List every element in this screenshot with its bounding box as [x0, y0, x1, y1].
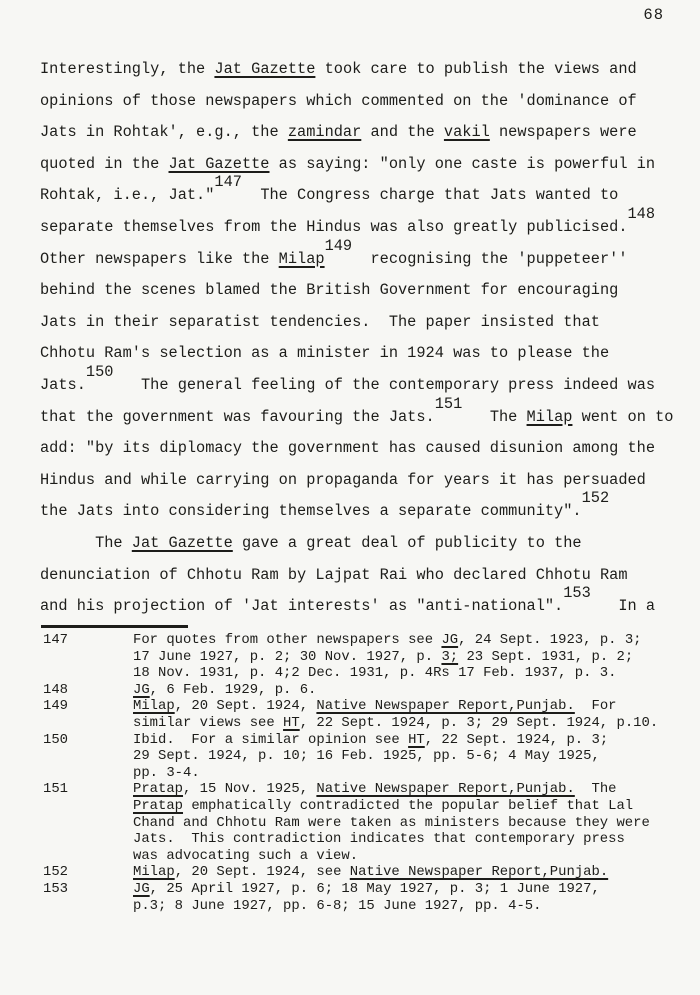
footnote-line	[133, 831, 678, 848]
footnote-line	[133, 682, 678, 699]
underlined-text: 3;	[441, 648, 459, 665]
body-line	[40, 117, 680, 149]
footnote-ref: 153	[563, 584, 591, 603]
footnote-text	[133, 864, 678, 881]
body-line	[40, 86, 680, 118]
footnote-ref: 151	[434, 394, 463, 413]
text-run: , 22 Sept. 1924, p. 3;	[424, 731, 609, 748]
page-number: 68	[643, 6, 664, 24]
text-run: took care to publish the views and	[315, 60, 637, 78]
footnote-line	[133, 765, 678, 782]
footnote	[43, 698, 678, 731]
text-run: and his projection of 'Jat interests' as "anti-national".	[40, 597, 564, 616]
text-run: , 20 Sept. 1924, see	[174, 864, 350, 881]
text-run: denunciation of Chhotu Ram by Lajpat Rai who declared Chhotu Ram	[40, 565, 628, 584]
body-line	[40, 307, 680, 339]
footnote	[43, 864, 678, 881]
body-line	[40, 584, 680, 623]
text-run: The general feeling of the contemporary press indeed was	[113, 375, 656, 394]
text-run: p.3; 8 June 1927, pp. 6-8; 15 June 1927, pp. 4-5.	[133, 897, 542, 914]
text-run: went on to	[572, 407, 674, 426]
text-run: The	[462, 407, 527, 426]
text-run: , 6 Feb. 1929, p. 6.	[149, 681, 317, 698]
underlined-text: vakil	[443, 123, 490, 142]
underlined-text: Jat Gazette	[131, 533, 233, 552]
text-run: and the	[361, 123, 444, 142]
footnote-line	[133, 748, 678, 765]
footnote-number: 152	[43, 864, 69, 881]
footnote-line	[133, 632, 678, 649]
underlined-text: Milap	[133, 698, 175, 715]
footnote	[43, 881, 678, 914]
text-run: 17 June 1927, p. 2; 30 Nov. 1927, p.	[133, 648, 442, 665]
text-run: recognising the 'puppeteer''	[352, 249, 628, 268]
footnote-line	[133, 732, 678, 749]
body-line	[40, 338, 680, 370]
footnote	[43, 732, 678, 782]
footnote-ref: 149	[324, 236, 353, 255]
footnote-text	[133, 698, 678, 731]
footnote-number: 148	[43, 681, 69, 698]
footnote-text	[133, 781, 678, 864]
footnote-text	[133, 682, 678, 699]
footnote-line	[133, 781, 678, 798]
text-run: 23 Sept. 1931, p. 2;	[458, 648, 634, 665]
text-run: was advocating such a view.	[133, 847, 359, 864]
text-run: Hindus and while carrying on propaganda for years it has persuaded	[40, 470, 646, 489]
underlined-text: HT	[283, 714, 300, 731]
text-run: Jats in their separatist tendencies. The paper insisted that	[40, 312, 600, 331]
footnote-number: 150	[43, 731, 69, 748]
text-run: , 20 Sept. 1924,	[174, 698, 317, 715]
text-run: separate themselves from the Hindus was also greatly publicised.	[40, 217, 628, 236]
footnotes	[43, 632, 678, 914]
text-run: In a	[590, 597, 656, 616]
underlined-text: JG	[441, 632, 459, 648]
underlined-text: Native Newspaper Report,Punjab.	[349, 864, 609, 881]
footnote-number: 149	[43, 698, 69, 715]
footnote-number: 151	[43, 781, 69, 798]
underlined-text: Milap	[278, 249, 325, 268]
footnote-line	[133, 848, 678, 865]
text-run: , 22 Sept. 1924, p. 3; 29 Sept. 1924, p.10.	[299, 714, 659, 731]
footnote-line	[133, 798, 678, 815]
footnote-line	[133, 698, 678, 715]
body-line	[40, 275, 680, 307]
underlined-text: JG	[133, 681, 150, 698]
text-run: Rohtak, i.e., Jat."	[40, 186, 215, 205]
text-run: the Jats into considering themselves a separate community".	[40, 502, 582, 521]
footnote-line	[133, 649, 678, 666]
text-run: Jats.	[40, 375, 86, 394]
underlined-text: Pratap	[133, 781, 184, 798]
text-run: quoted in the	[40, 154, 169, 173]
text-run: Jats. This contradiction indicates that contemporary press	[133, 831, 625, 848]
footnote-line	[133, 815, 678, 832]
footnote-text	[133, 632, 678, 682]
underlined-text: zamindar	[287, 123, 362, 142]
footnote-line	[133, 665, 678, 682]
text-run: Other newspapers like the	[40, 249, 279, 268]
body-line	[40, 362, 680, 402]
underlined-text: Milap	[133, 864, 175, 881]
footnote-number: 153	[43, 880, 69, 897]
body-line	[40, 173, 680, 212]
text-run: The	[40, 533, 132, 552]
text-run: add: "by its diplomacy the government has caused disunion among the	[40, 439, 656, 458]
text-run: , 24 Sept. 1923, p. 3;	[458, 632, 642, 648]
footnote-number: 147	[43, 632, 69, 648]
body-text	[40, 54, 680, 623]
underlined-text: HT	[408, 731, 425, 748]
body-line	[40, 236, 680, 276]
text-run: , 15 Nov. 1925,	[183, 781, 317, 798]
footnote-text	[133, 881, 678, 914]
body-line	[40, 528, 680, 560]
footnote-ref: 148	[627, 204, 656, 223]
text-run: Jats in Rohtak', e.g., the	[40, 123, 288, 142]
footnote-ref: 150	[85, 362, 114, 381]
underlined-text: Jat Gazette	[214, 60, 316, 78]
underlined-text: JG	[133, 880, 150, 897]
footnote	[43, 682, 678, 699]
text-run: Chand and Chhotu Ram were taken as ministers because they were	[133, 814, 650, 831]
text-run: that the government was favouring the Jats.	[40, 407, 435, 426]
text-run: Chhotu Ram's selection as a minister in 1924 was to please the	[40, 344, 610, 363]
body-line	[40, 394, 680, 434]
body-line	[40, 149, 680, 181]
text-run: opinions of those newspapers which commented on the 'dominance of	[40, 91, 637, 110]
footnote-ref: 147	[214, 173, 242, 192]
text-run: similar views see	[133, 714, 284, 731]
text-run: newspapers were	[489, 123, 637, 142]
footnote-line	[133, 881, 678, 898]
footnote-line	[133, 864, 678, 881]
text-run: emphatically contradicted the popular belief that Lal	[183, 797, 634, 814]
footnote	[43, 781, 678, 864]
text-run: Ibid. For a similar opinion see	[133, 731, 409, 748]
text-run: , 25 April 1927, p. 6; 18 May 1927, p. 3; 1 June 1927,	[149, 880, 600, 897]
text-run: behind the scenes blamed the British Government for encouraging	[40, 281, 619, 300]
text-run: The Congress charge that Jats wanted to	[241, 186, 619, 205]
footnote-line	[133, 715, 678, 732]
body-line	[40, 489, 680, 528]
body-line	[40, 54, 680, 86]
body-line	[40, 204, 680, 244]
text-run: Interestingly, the	[40, 60, 215, 78]
underlined-text: Jat Gazette	[168, 154, 270, 173]
underlined-text: Native Newspaper Report,Punjab.	[316, 698, 575, 715]
footnote-text	[133, 732, 678, 782]
footnote	[43, 632, 678, 682]
text-run: gave a great deal of publicity to the	[232, 533, 582, 552]
footnote-ref: 152	[581, 489, 610, 508]
footnote-line	[133, 898, 678, 915]
text-run: The	[574, 781, 617, 798]
text-run: For quotes from other newspapers see	[133, 632, 442, 648]
underlined-text: Native Newspaper Report,Punjab.	[316, 781, 575, 798]
underlined-text: Pratap	[133, 797, 184, 814]
text-run: 29 Sept. 1924, p. 10; 16 Feb. 1925, pp. 5-6; 4 May 1925,	[133, 748, 600, 765]
text-run: pp. 3-4.	[133, 764, 200, 781]
underlined-text: Milap	[526, 407, 573, 426]
text-run: 18 Nov. 1931, p. 4;2 Dec. 1931, p. 4Rs 17 Feb. 1937, p. 3.	[133, 665, 617, 682]
text-run: as saying: "only one caste is powerful in	[269, 154, 656, 173]
text-run: For	[574, 698, 617, 715]
body-line	[40, 433, 680, 465]
footnote-separator	[41, 625, 188, 628]
